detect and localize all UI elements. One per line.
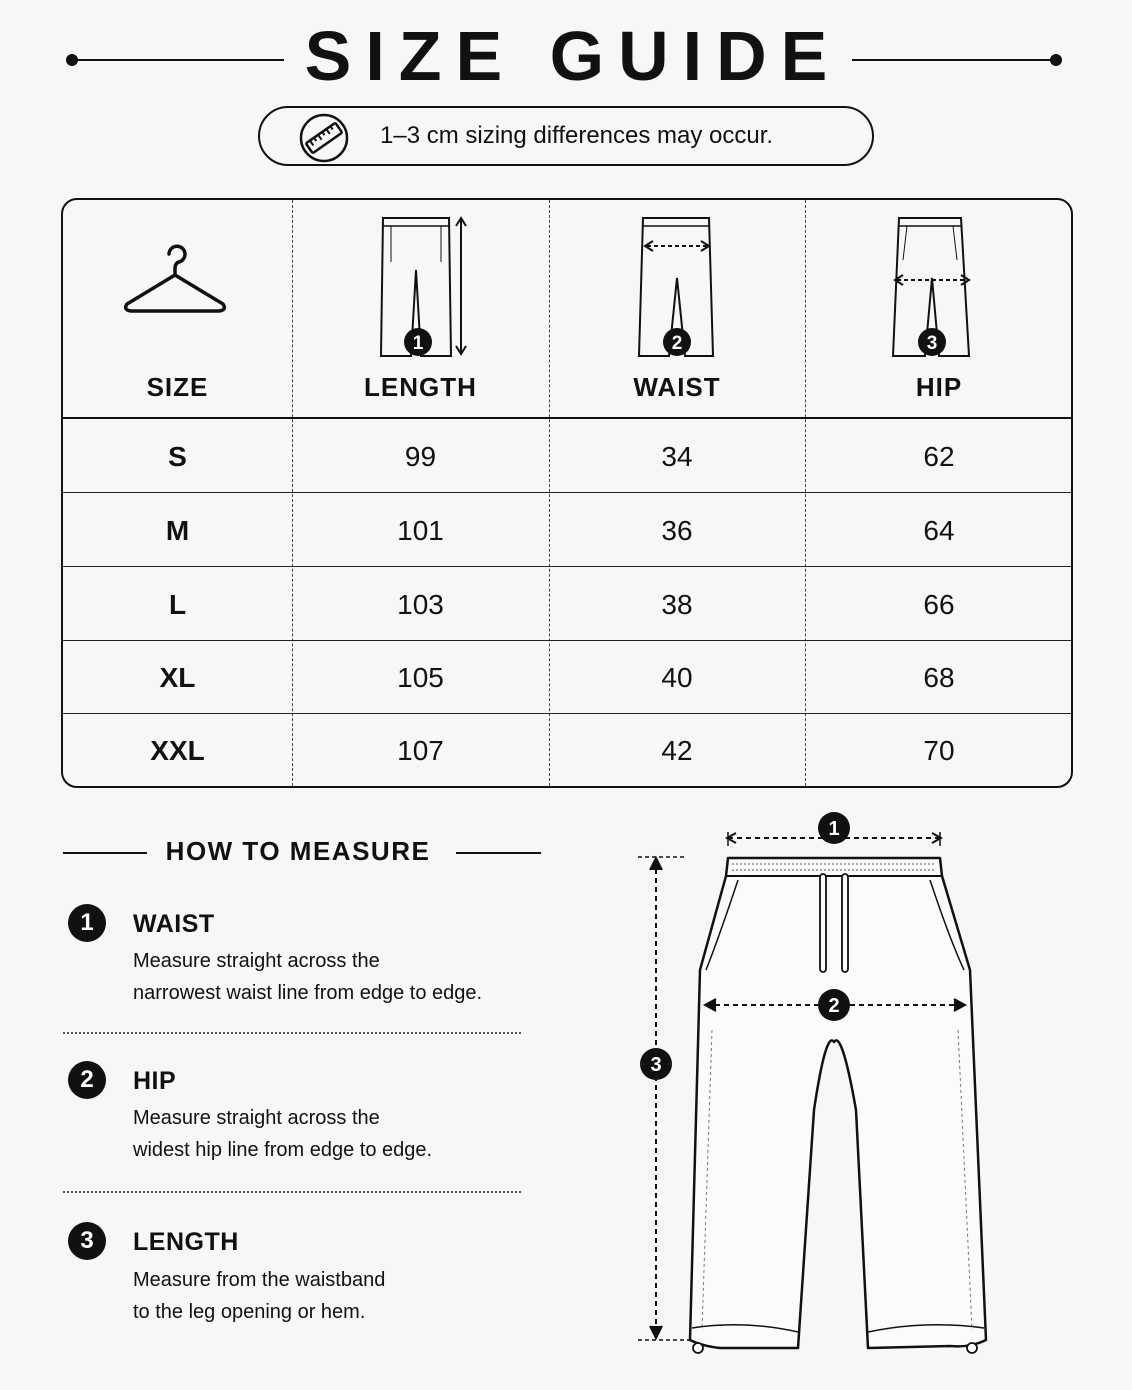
hip-cell: 66	[923, 589, 955, 620]
htm-right-rule	[456, 852, 541, 854]
size-cell: L	[168, 589, 187, 620]
size-cell: M	[165, 515, 190, 546]
length-cell: 103	[397, 589, 444, 620]
waist-cell: 42	[661, 735, 693, 766]
hip-cell: 62	[923, 441, 955, 472]
waist-cell: 38	[661, 589, 693, 620]
header-rule	[63, 417, 1071, 419]
pants-measurement-icon	[620, 800, 1020, 1370]
hip-cell: 70	[923, 735, 955, 766]
diagram-marker: 2	[828, 995, 840, 1017]
length-marker: 1	[412, 333, 424, 354]
hanger-icon	[119, 236, 231, 325]
step-number: 1	[68, 904, 106, 942]
size-cell: S	[168, 441, 187, 472]
waist-diagram-icon	[633, 212, 723, 367]
title-right-dot	[1050, 54, 1062, 66]
diagram-marker: 1	[828, 818, 840, 840]
step-description-line: Measure straight across the	[133, 1107, 380, 1129]
step-divider	[63, 1032, 521, 1034]
htm-left-rule	[63, 852, 147, 854]
sizing-note	[258, 106, 874, 166]
hip-cell: 68	[923, 662, 955, 693]
step-title: WAIST	[133, 910, 215, 938]
column-header-size: SIZE	[146, 372, 209, 402]
step-number: 3	[68, 1222, 106, 1260]
size-cell: XL	[159, 662, 196, 693]
length-cell: 107	[397, 735, 444, 766]
hip-cell: 64	[923, 515, 955, 546]
step-description-line: Measure from the waistband	[133, 1269, 386, 1291]
length-diagram-icon	[371, 212, 481, 367]
diagram-marker: 3	[650, 1054, 662, 1076]
ruler-icon	[298, 112, 350, 169]
size-cell: XXL	[150, 735, 205, 766]
step-description-line: Measure straight across the	[133, 950, 380, 972]
hip-marker: 3	[926, 333, 938, 354]
sizing-note-text: 1–3 cm sizing differences may occur.	[380, 122, 774, 149]
step-description	[133, 1102, 553, 1166]
length-cell: 105	[397, 662, 444, 693]
page-title: SIZE GUIDE	[304, 17, 842, 95]
waist-cell: 40	[661, 662, 693, 693]
step-description-line: narrowest waist line from edge to edge.	[133, 982, 483, 1004]
step-description	[133, 945, 553, 1009]
step-description-line: to the leg opening or hem.	[133, 1301, 366, 1323]
length-cell: 99	[404, 441, 437, 472]
step-divider	[63, 1191, 521, 1193]
step-title: HIP	[133, 1067, 177, 1095]
step-number: 2	[68, 1061, 106, 1099]
waist-cell: 34	[661, 441, 693, 472]
title-right-rule	[852, 59, 1056, 61]
column-header-hip: HIP	[915, 372, 963, 402]
step-description-line: widest hip line from edge to edge.	[133, 1139, 433, 1161]
hip-diagram-icon	[887, 212, 977, 367]
step-title: LENGTH	[133, 1228, 239, 1256]
column-header-length: LENGTH	[364, 372, 477, 402]
column-header-waist: WAIST	[633, 372, 721, 402]
how-to-measure-title: HOW TO MEASURE	[165, 836, 431, 866]
waist-marker: 2	[671, 333, 683, 354]
waist-cell: 36	[661, 515, 693, 546]
step-description	[133, 1264, 553, 1328]
length-cell: 101	[397, 515, 444, 546]
size-table	[61, 198, 1073, 788]
